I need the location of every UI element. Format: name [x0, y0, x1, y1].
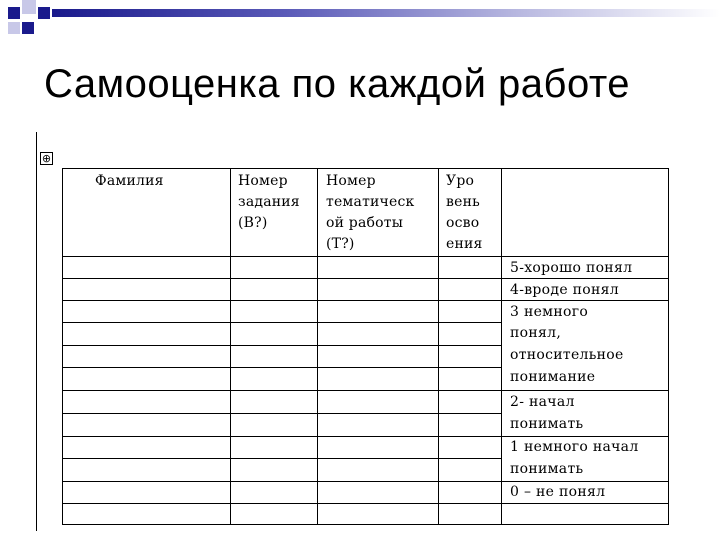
header-line: Номер: [238, 173, 288, 189]
table-column-divider: [668, 168, 669, 525]
decor-square-dark-2: [38, 7, 50, 19]
legend-divider: [501, 524, 669, 525]
table-outer-left-border: [36, 132, 37, 531]
decor-square-light-2: [8, 22, 20, 34]
legend-line: понимать: [510, 416, 584, 432]
table-row-divider: [62, 436, 502, 437]
table-row-divider: [62, 524, 502, 525]
table-row-divider: [62, 278, 502, 279]
legend-line: 3 немного: [510, 304, 589, 320]
table-column-divider: [501, 168, 502, 525]
legend-line: 2- начал: [510, 394, 575, 410]
header-line: вень: [446, 194, 480, 210]
header-line: (В?): [238, 215, 268, 231]
header-gradient-bar: [52, 9, 720, 17]
table-row-divider: [62, 345, 502, 346]
header-line: тематическ: [326, 194, 415, 210]
table-column-divider: [317, 168, 318, 525]
decor-square-dark-3: [22, 22, 34, 34]
table-top-border: [62, 168, 669, 169]
header-line: осво: [446, 215, 480, 231]
table-header-divider: [62, 256, 669, 257]
table-row-divider: [62, 503, 502, 504]
header-line: Уро: [446, 173, 475, 189]
legend-divider: [501, 390, 669, 391]
header-line: задания: [238, 194, 300, 210]
legend-line: 5-хорошо понял: [510, 260, 633, 276]
legend-line: понял,: [510, 325, 562, 341]
header-line: Фамилия: [95, 173, 164, 189]
header-line: (Т?): [326, 236, 355, 252]
legend-line: понимание: [510, 369, 596, 385]
legend-line: 1 немного начал: [510, 439, 639, 455]
header-line: ой работы: [326, 215, 404, 231]
table-move-handle-icon[interactable]: ⊕: [41, 152, 52, 165]
slide-title: Самооценка по каждой работе: [44, 62, 630, 106]
table-row-divider: [62, 413, 502, 414]
table-row-divider: [62, 390, 502, 391]
legend-line: понимать: [510, 461, 584, 477]
table-row-divider: [62, 458, 502, 459]
table-column-divider: [62, 168, 63, 525]
legend-line: 0 – не понял: [510, 484, 606, 500]
table-row-divider: [62, 300, 502, 301]
legend-line: относительное: [510, 347, 624, 363]
table-row-divider: [62, 322, 502, 323]
table-row-divider: [62, 481, 502, 482]
header-line: ения: [446, 236, 483, 252]
decor-square-light-1: [22, 0, 36, 14]
header-line: Номер: [326, 173, 376, 189]
table-row-divider: [62, 367, 502, 368]
table-column-divider: [438, 168, 439, 525]
legend-line: 4-вроде понял: [510, 282, 619, 298]
table-column-divider: [230, 168, 231, 525]
decor-square-dark-1: [8, 7, 20, 19]
